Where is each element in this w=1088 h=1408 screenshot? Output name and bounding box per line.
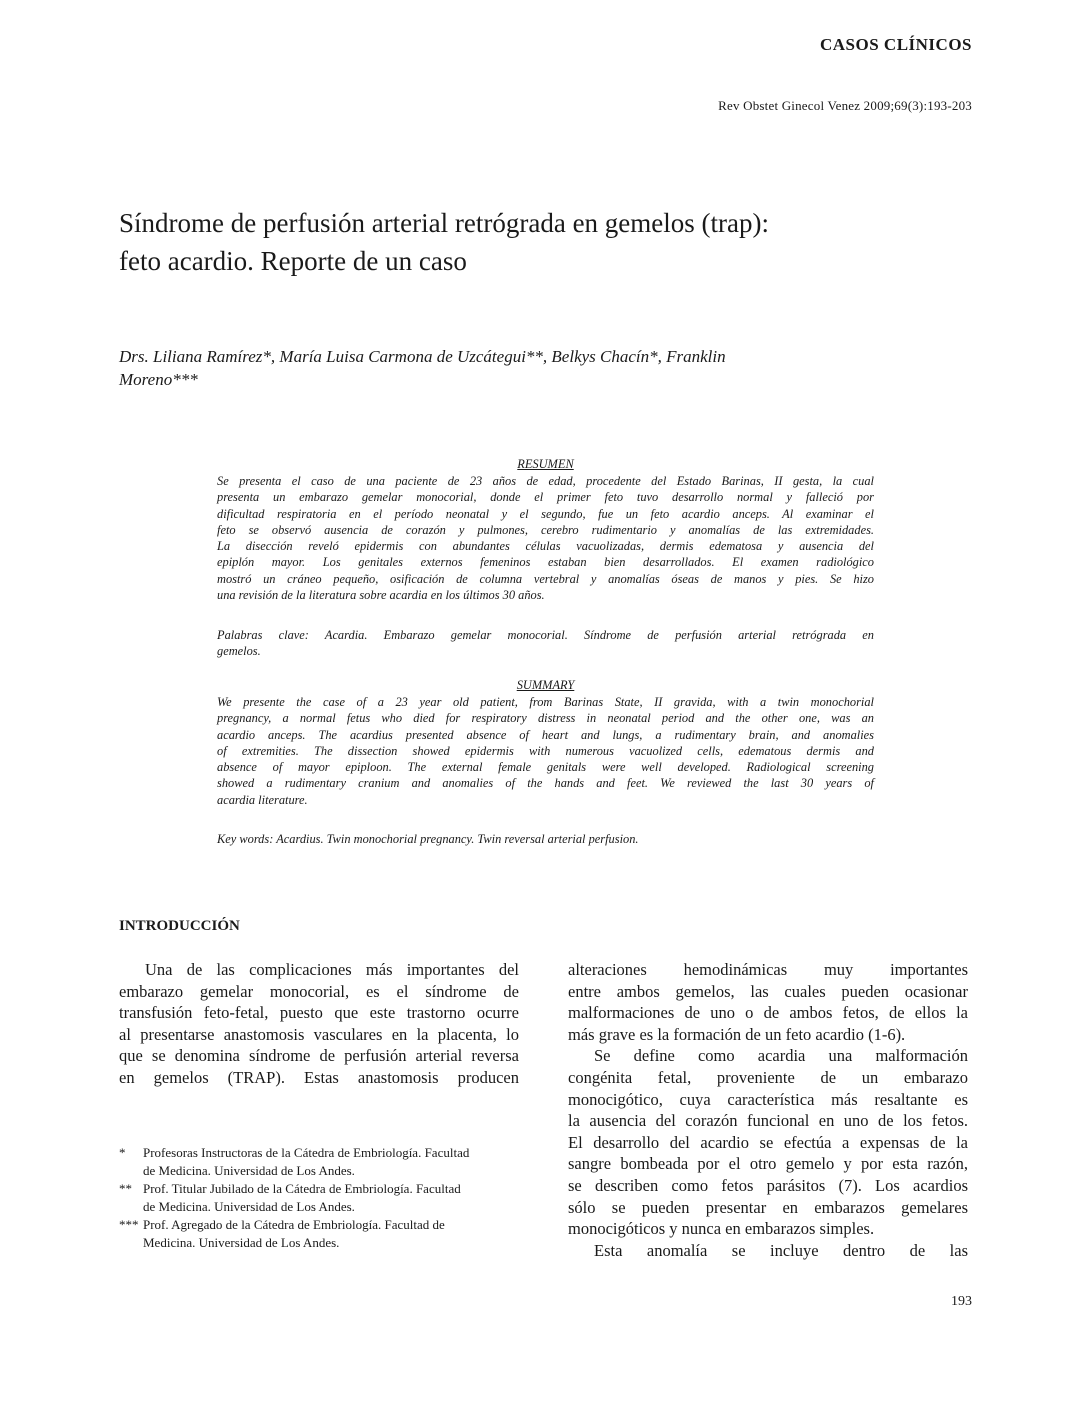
resumen-line: dificultad respiratoria en el período neonatal y el segundo, fue un feto acardio anceps. Al examinar el (217, 506, 874, 521)
footnote-mark: ** (119, 1181, 132, 1196)
resumen-section (217, 456, 874, 603)
body-line: más grave es la formación de un feto acardio (1-6). (568, 1024, 906, 1044)
resumen-line: epiplón mayor. Los genitales externos femeninos estaban bien desarrollados. El examen radiológico (217, 555, 874, 570)
body-line: monocigóticos y nunca en embarazos simples. (568, 1219, 875, 1239)
resumen-line: feto se observó ausencia de corazón y pulmones, cerebro rudimentario y anomalías de las extremidades. (217, 522, 874, 537)
footnote-text (143, 1144, 519, 1180)
footnote-line: Medicina. Universidad de Los Andes. (143, 1235, 340, 1250)
summary-text (217, 694, 874, 808)
body-line: se describen como fetos parásitos (7). Los acardios (568, 1175, 968, 1195)
author-list (119, 345, 979, 391)
summary-line: acardio anceps. The acardius presented absence of heart and lungs, a rudimentary brain, and anomalies (217, 727, 874, 742)
section-label: CASOS CLÍNICOS (819, 35, 972, 54)
footnote-mark: *** (119, 1217, 139, 1232)
summary-heading: SUMMARY (516, 678, 575, 692)
palabras-clave-line: Palabras clave: Acardia. Embarazo gemelar monocorial. Síndrome de perfusión arterial retrógrada en (217, 628, 874, 642)
body-line: que se denomina síndrome de perfusión arterial reversa (119, 1046, 519, 1066)
body-line: El desarrollo del acardio se efectúa a expensas de la (568, 1132, 968, 1152)
body-line: Esta anomalía se incluye dentro de las (594, 1240, 968, 1260)
key-words-line: Key words: Acardius. Twin monochorial pregnancy. Twin reversal arterial perfusion. (217, 832, 639, 846)
resumen-line: Se presenta el caso de una paciente de 23 años de edad, procedente del Estado Barinas, II gesta, la cual (217, 474, 874, 488)
footnote-line: Prof. Agregado de la Cátedra de Embriología. Facultad de (143, 1217, 445, 1232)
body-line: transfusión feto-fetal, puesto que este trastorno ocurre (119, 1003, 519, 1023)
article-title (119, 204, 999, 280)
footnotes (119, 1144, 519, 1252)
footnote-line: Profesoras Instructoras de la Cátedra de Embriología. Facultad (143, 1145, 470, 1160)
footnote-line: de Medicina. Universidad de Los Andes. (143, 1199, 355, 1214)
footnote-line: Prof. Titular Jubilado de la Cátedra de Embriología. Facultad (143, 1181, 461, 1196)
body-line: alteraciones hemodinámicas muy importantes (568, 960, 968, 979)
body-line: malformaciones de uno o de ambos fetos, de ellos la (568, 1003, 968, 1023)
body-line: congénita fetal, proveniente de un embarazo (568, 1067, 968, 1087)
body-line: Se define como acardia una malformación (594, 1046, 968, 1066)
body-line: Una de las complicaciones más importantes del (145, 960, 519, 979)
summary-line: absence of mayor epiploon. The external female genitals were well developed. Radiological screening (217, 760, 874, 775)
resumen-line: una revisión de la literatura sobre acardia en los últimos 30 años. (217, 588, 545, 603)
body-line: entre ambos gemelos, las cuales pueden ocasionar (568, 981, 968, 1001)
footnote-mark: * (119, 1145, 126, 1160)
title-line: Síndrome de perfusión arterial retrógrada en gemelos (trap): (119, 208, 769, 238)
summary-line: We presente the case of a 23 year old patient, from Barinas State, II gravida, with a twin monochorial (217, 695, 874, 709)
footnote-line: de Medicina. Universidad de Los Andes. (143, 1163, 355, 1178)
summary-line: pregnancy, a normal fetus who died for respiratory distress in neonatal period and the other one, was an (217, 711, 874, 726)
resumen-line: mostró un cráneo pequeño, osificación de columna vertebral y anomalías óseas de manos y pies. Se hizo (217, 571, 874, 586)
summary-line: of extremities. The dissection showed epidermis with numerous vacuolized cells, edematous dermis and (217, 743, 874, 758)
journal-citation: Rev Obstet Ginecol Venez 2009;69(3):193-203 (718, 98, 972, 113)
footnote (119, 1216, 519, 1252)
footnote (119, 1144, 519, 1180)
palabras-clave-line: gemelos. (217, 644, 261, 659)
body-line: embarazo gemelar monocorial, es el síndrome de (119, 981, 519, 1001)
title-line: feto acardio. Reporte de un caso (119, 246, 467, 276)
body-line: la ausencia del corazón funcional en uno de los fetos. (568, 1111, 968, 1131)
body-line: en gemelos (TRAP). Estas anastomosis producen (119, 1067, 519, 1087)
summary-line: acardia literature. (217, 792, 308, 807)
footnote-text (143, 1180, 519, 1216)
introduction-heading: INTRODUCCIÓN (119, 918, 240, 934)
body-line: sangre bombeada por el otro gemelo y por esta razón, (568, 1154, 968, 1174)
body-line: al presentarse anastomosis vasculares en la placenta, lo (119, 1024, 519, 1044)
footnote (119, 1180, 519, 1216)
footnote-text (143, 1216, 519, 1252)
resumen-line: presenta un embarazo gemelar monocorial, donde el primer feto tuvo desarrollo normal y falleció por (217, 490, 874, 505)
resumen-heading: RESUMEN (517, 457, 574, 471)
body-line: sólo se pueden presentar en embarazos gemelares (568, 1197, 968, 1217)
author-line: Drs. Liliana Ramírez*, María Luisa Carmona de Uzcátegui**, Belkys Chacín*, Franklin (119, 347, 726, 366)
author-line: Moreno*** (119, 370, 198, 389)
introduction-right-column (568, 959, 968, 1261)
key-words (217, 831, 874, 847)
introduction-left-column (119, 959, 519, 1089)
resumen-text (217, 473, 874, 603)
resumen-line: La disección reveló epidermis con abundantes células vacuolizadas, dermis edematosa y ausencia del (217, 539, 874, 554)
body-line: monocigótico, cuya característica más resaltante es (568, 1089, 968, 1109)
summary-section (217, 677, 874, 808)
summary-line: showed a rudimentary cranium and anomalies of the hands and feet. We reviewed the last 30 years of (217, 776, 874, 791)
page-number: 193 (951, 1294, 972, 1309)
palabras-clave (217, 627, 874, 660)
